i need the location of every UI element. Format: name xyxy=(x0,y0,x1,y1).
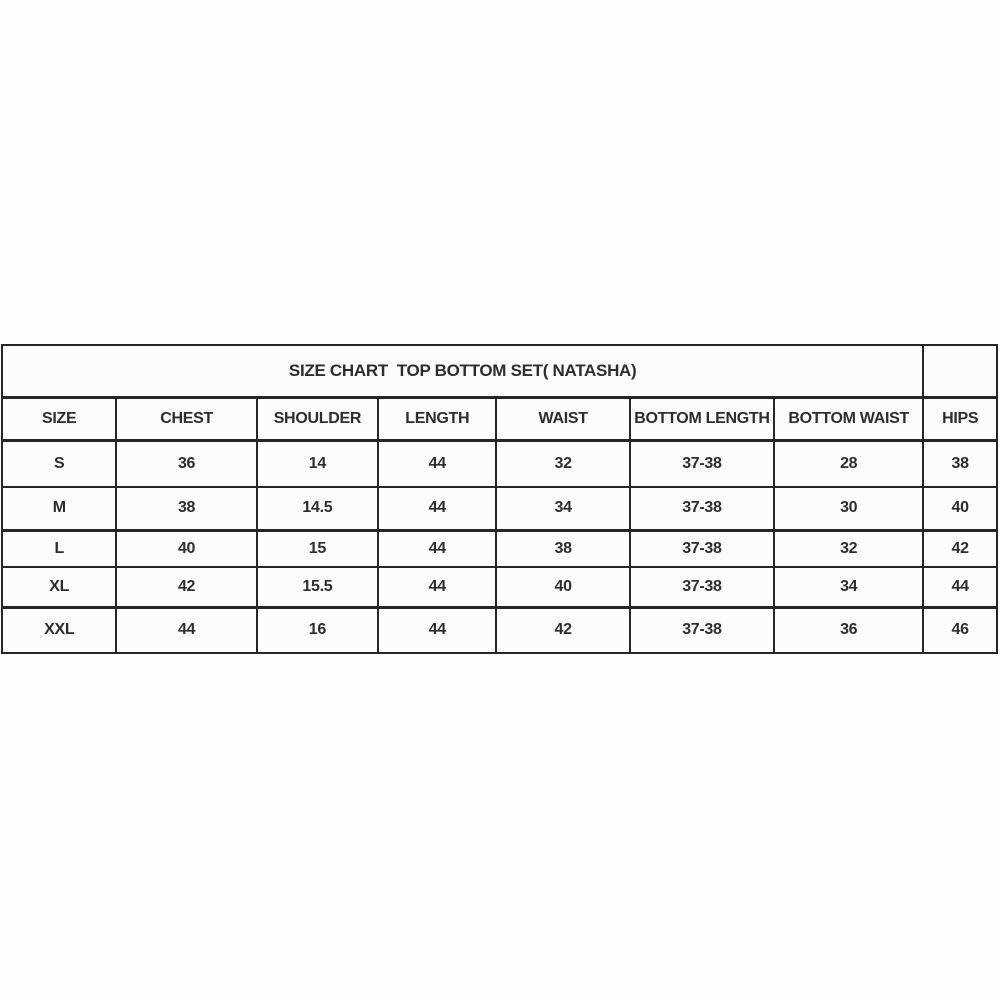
table-cell: 44 xyxy=(378,567,496,607)
table-cell: 37-38 xyxy=(630,487,774,530)
table-cell: 44 xyxy=(378,487,496,530)
table-cell: 37-38 xyxy=(630,440,774,487)
row-label: L xyxy=(2,530,116,567)
table-cell: 15.5 xyxy=(257,567,378,607)
table-cell: 37-38 xyxy=(630,530,774,567)
table-cell: 38 xyxy=(923,440,997,487)
header-row xyxy=(2,397,997,440)
table-cell: 44 xyxy=(378,440,496,487)
table-cell: 28 xyxy=(774,440,923,487)
table-row-m xyxy=(2,487,997,530)
table-cell: 32 xyxy=(774,530,923,567)
table-cell: 40 xyxy=(496,567,629,607)
table-cell: 40 xyxy=(116,530,256,567)
size-chart-table xyxy=(1,344,998,654)
table-cell: 38 xyxy=(116,487,256,530)
table-cell: 44 xyxy=(116,607,256,653)
table-cell: 36 xyxy=(774,607,923,653)
column-header-chest: CHEST xyxy=(116,397,256,440)
table-row-xl xyxy=(2,567,997,607)
title-row xyxy=(2,345,997,397)
table-cell: 15 xyxy=(257,530,378,567)
row-label: M xyxy=(2,487,116,530)
column-header-size: SIZE xyxy=(2,397,116,440)
table-cell: 32 xyxy=(496,440,629,487)
column-header-bottom-length: BOTTOM LENGTH xyxy=(630,397,774,440)
column-header-shoulder: SHOULDER xyxy=(257,397,378,440)
table-cell: 34 xyxy=(774,567,923,607)
table-cell: 14.5 xyxy=(257,487,378,530)
table-cell: 42 xyxy=(116,567,256,607)
table-cell: 30 xyxy=(774,487,923,530)
row-label: XXL xyxy=(2,607,116,653)
table-cell: 42 xyxy=(923,530,997,567)
table-cell: 16 xyxy=(257,607,378,653)
column-header-length: LENGTH xyxy=(378,397,496,440)
row-label: XL xyxy=(2,567,116,607)
table-cell: 36 xyxy=(116,440,256,487)
table-title: SIZE CHART TOP BOTTOM SET( NATASHA) xyxy=(2,345,923,397)
table-row-s xyxy=(2,440,997,487)
table-cell: 38 xyxy=(496,530,629,567)
table-cell: 37-38 xyxy=(630,567,774,607)
table-row-l xyxy=(2,530,997,567)
table-cell: 42 xyxy=(496,607,629,653)
table-cell: 44 xyxy=(378,530,496,567)
table-cell: 14 xyxy=(257,440,378,487)
table-cell: 44 xyxy=(378,607,496,653)
column-header-bottom-waist: BOTTOM WAIST xyxy=(774,397,923,440)
table-cell: 46 xyxy=(923,607,997,653)
table-cell: 37-38 xyxy=(630,607,774,653)
table-row-xxl xyxy=(2,607,997,653)
table-cell: 44 xyxy=(923,567,997,607)
column-header-hips: HIPS xyxy=(923,397,997,440)
table-cell: 34 xyxy=(496,487,629,530)
title-row-empty-cell xyxy=(923,345,997,397)
row-label: S xyxy=(2,440,116,487)
table-cell: 40 xyxy=(923,487,997,530)
column-header-waist: WAIST xyxy=(496,397,629,440)
